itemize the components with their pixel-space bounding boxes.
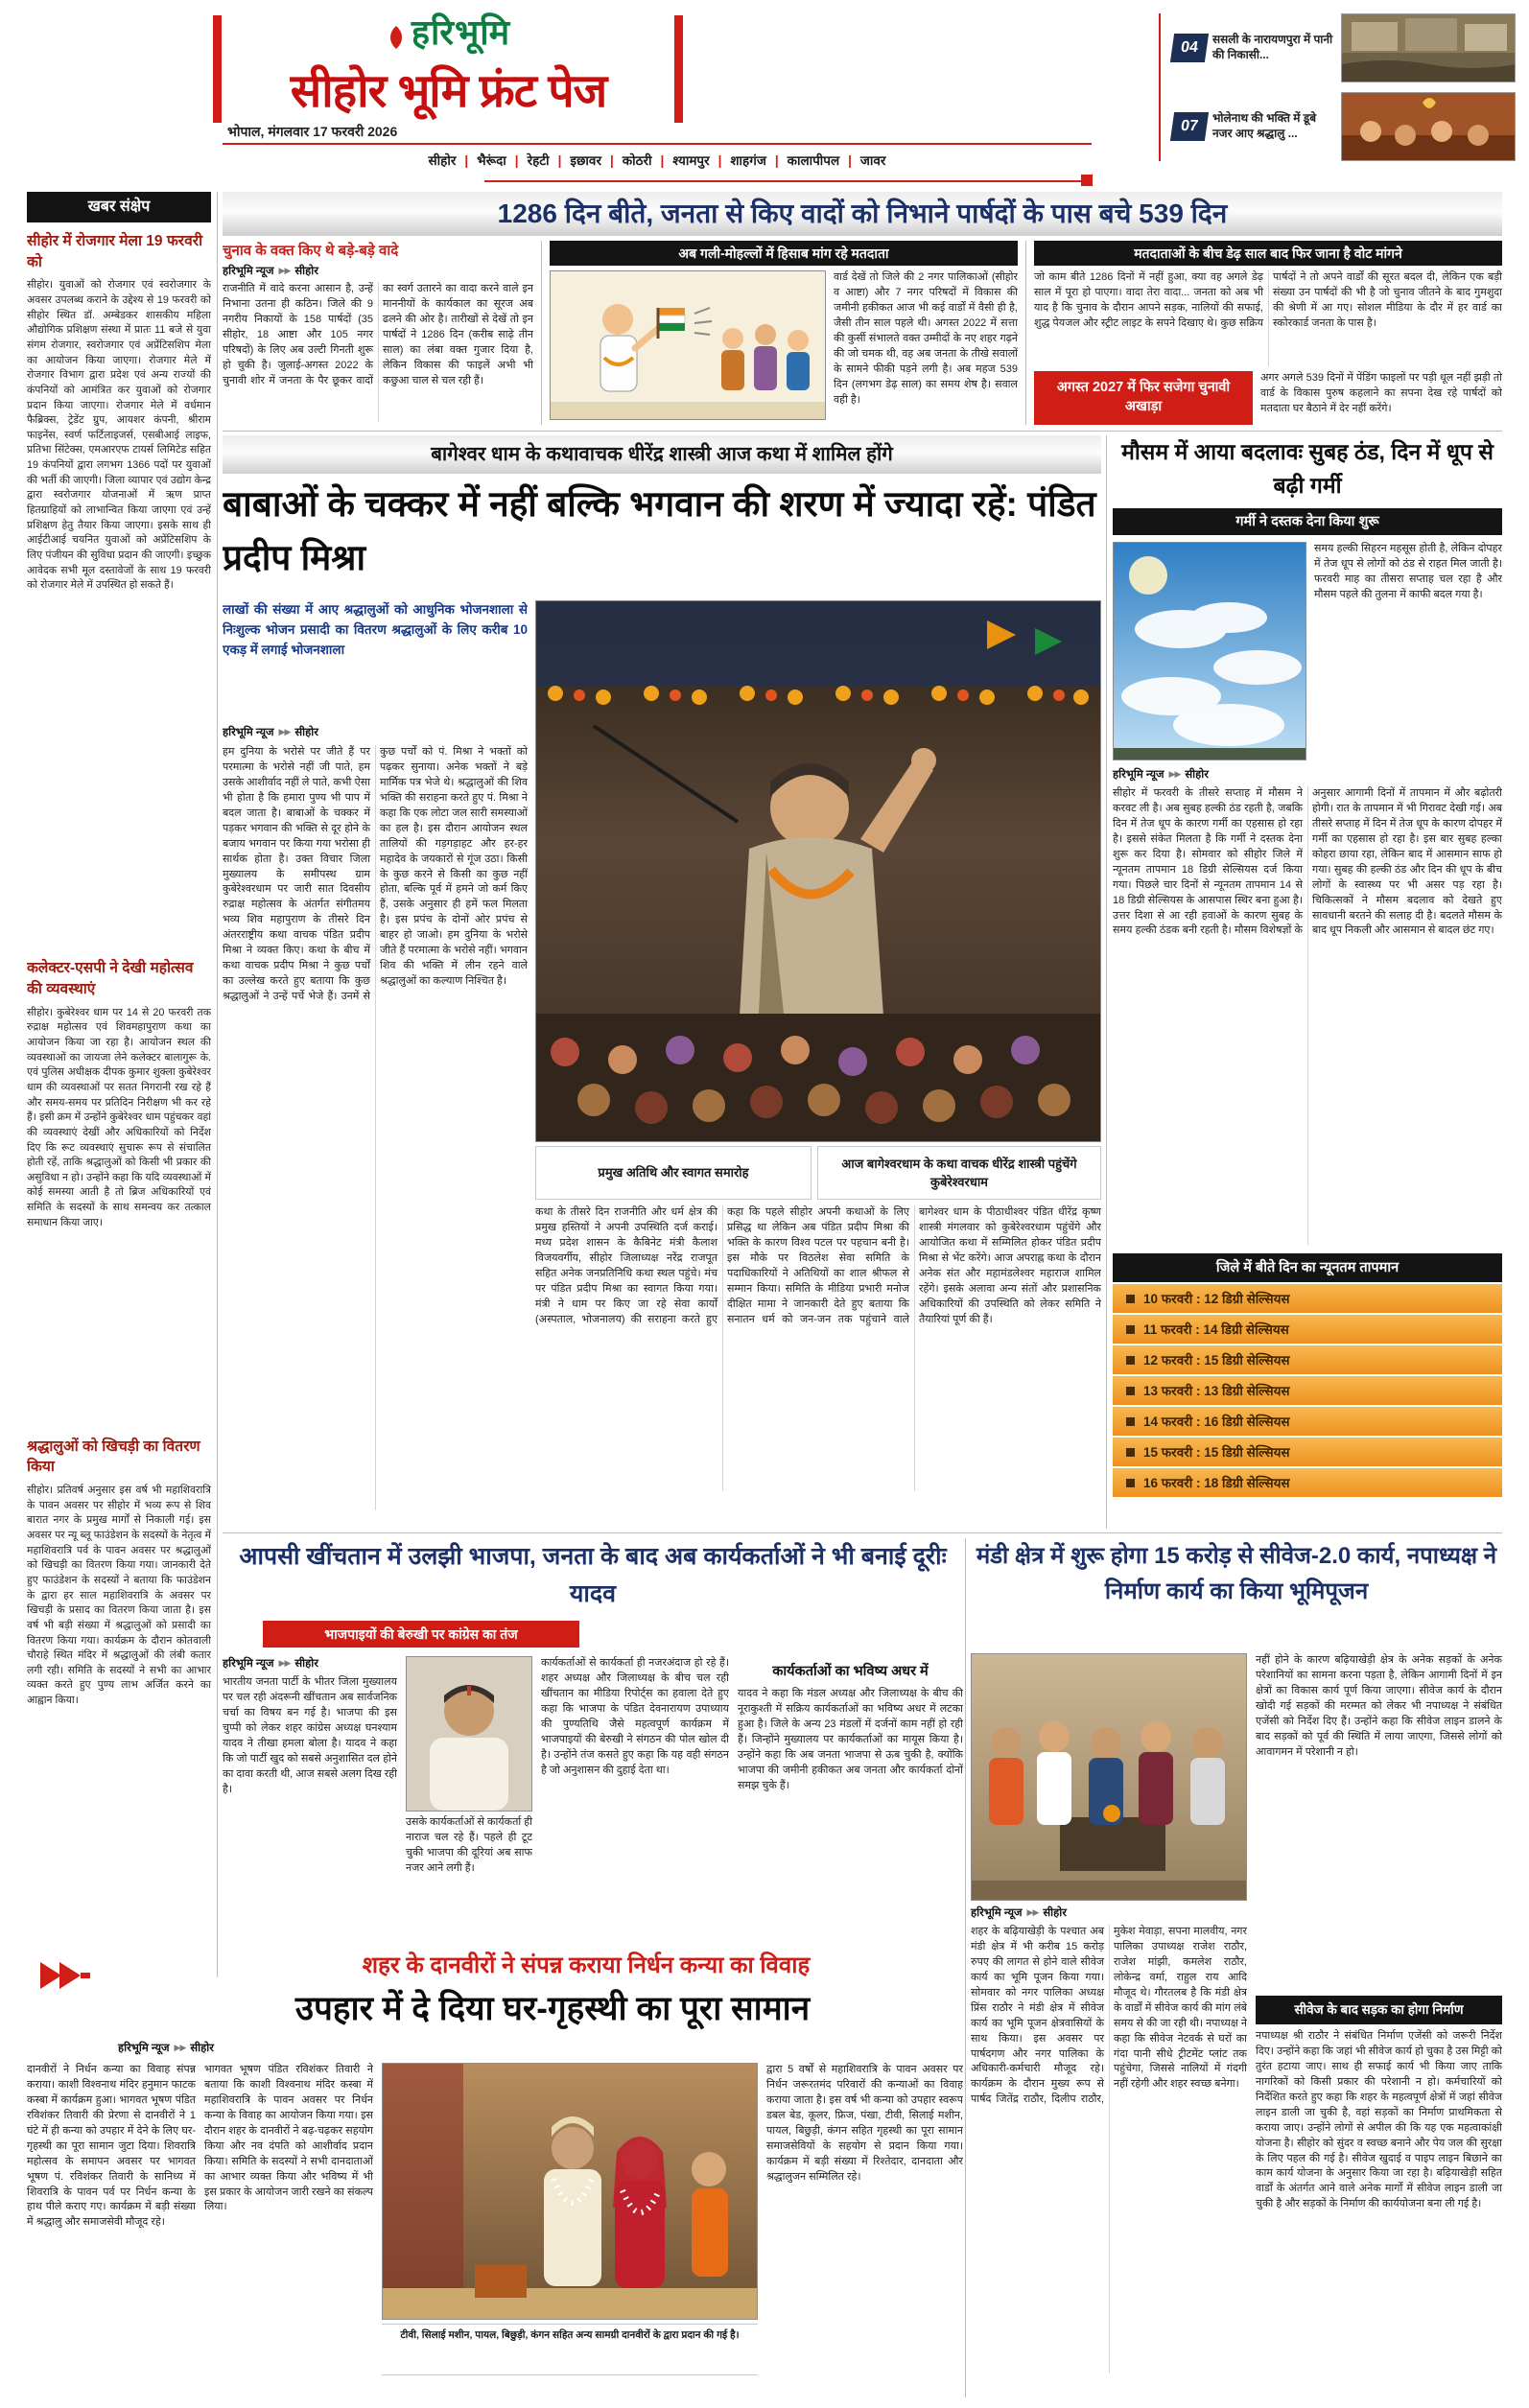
sidebar-header: खबर संक्षेप <box>27 192 211 222</box>
dateline: भोपाल, मंगलवार 17 फरवरी 2026 <box>227 124 398 139</box>
story-headline: मंडी क्षेत्र में शुरू होगा 15 करोड़ से सीवेज-2.0 कार्य, नपाध्यक्ष ने निर्माण कार्य का किया भूमिपूजन <box>976 1543 1497 1605</box>
temperature-table-title: जिले में बीते दिन का न्यूनतम तापमान <box>1113 1253 1502 1282</box>
story-body: शहर के बढ़ियाखेड़ी के पश्चात अब मंडी क्षेत्र में भी करीब 15 करोड़ रुपए की लागत से होने वाले सीवेज कार्य का भूमि पूजन किया गया। सोमवार को नगर पालिका अध्यक्ष प्रिंस राठौर ने मंडी क्षेत्र में सीवेज कार्य का भूमि पूजन क्षेत्रवासियों के साथ किया। इस अवसर पर पार्षदगण और नगर पालिका के अधिकारी-कर्मचारी मौजूद रहे। कार्यक्रम के दौरान मुख्य रूप से पार्षद जितेंद्र राठौर, दिलीप राठौर, मुकेश मेवाड़ा, सपना मालवीय, नगर पालिका उपाध्यक्ष राजेश राठौर, राजेश मांझी, कमलेश राठौर, लोकेन्द्र वर्मा, राहुल राय आदि मौजूद थे। गौरतलब है कि मंडी क्षेत्र के वार्डों में सीवेज कार्य की मांग लंबे समय से की जा रही थी। नपाध्यक्ष ने कहा कि सीवेज नेटवर्क से घरों का गंदा पानी सीधे ट्रीटमेंट प्लांट तक पहुंचेगा, जिससे नालियों में गंदगी नहीं रहेगी और शहर स्वच्छ बनेगा। <box>971 1926 1247 2106</box>
sewage-story <box>971 1538 1502 2390</box>
subhead: चुनाव के वक्त किए थे बड़े-बड़े वादे <box>223 243 399 259</box>
story-body: भागवत भूषण पंडित रविशंकर तिवारी ने बताया कि काशी विश्वनाथ मंदिर कस्बा में महाशिवरात्रि के पावन अवसर पर निर्धन कन्या के विवाह का आयोजन किया गया। इस दौरान शहर के दानवीरों ने बढ़-चढ़कर सहयोग किया और नव दंपति को आशीर्वाद प्रदान किया। समिति के सदस्यों ने सभी दानदाताओं का आभार व्यक्त किया और भविष्य में भी इस प्रकार के आयोजन जारी रखने का संकल्प लिया। <box>204 2064 373 2213</box>
nav-item: | जावर <box>839 153 885 168</box>
mishra-waving-photo <box>535 600 1101 1142</box>
byline-agency: हरिभूमि न्यूज <box>118 2043 170 2054</box>
top-story-col-promises <box>223 241 541 425</box>
nav-item: | श्यामपुर <box>651 153 709 168</box>
story-headline: मौसम में आया बदलावः सुबह ठंड, दिन में धूप से बढ़ी गर्मी <box>1121 439 1494 498</box>
story-subhead: कार्यकर्ताओं का भविष्य अधर में <box>772 1664 929 1679</box>
teaser-text: ससली के नारायणपुरा में पानी की निकासी... <box>1212 33 1333 61</box>
divider <box>223 143 1092 145</box>
temperature-row <box>1113 1468 1502 1497</box>
section-arrow-icon <box>36 1956 92 1999</box>
story-body: दानवीरों ने निर्धन कन्या का विवाह संपन्न कराया। काशी विश्वनाथ मंदिर हनुमान फाटक कस्बा में कार्यक्रम हुआ। भागवत भूषण पंडित रविशंकर तिवारी की प्रेरणा से दानवीरों ने 1 घंटे में ही कन्या को उपहार में देने के लिए घर-गृहस्थी का पूरा सामान जुटा दिया। शिवरात्रि महोत्सव के समापन अवसर पर भागवत भूषण पं. रविशंकर तिवारी के सानिध्य में शिवरात्रि के पावन पर्व पर निर्धन कन्या के हाथ पीले कराए गए। कार्यक्रम में बड़ी संख्या में श्रद्धालु और समाजसेवी मौजूद रहे। <box>27 2064 196 2229</box>
byline-place: सीहोर <box>294 1658 318 1670</box>
sidebar-article-body: सीहोर। युवाओं को रोजगार एवं स्वरोजगार के अवसर उपलब्ध कराने के उद्देश्य से 19 फरवरी को सीहोर स्थित डॉ. अम्बेडकर शासकीय महिला औद्योगिक प्रशिक्षण संस्था में प्रातः 11 बजे से युवा संगम रोजगार, स्वरोजगार एवं अप्रेंटिसशिप मेला का आयोजन किया जाएगा। रोजगार मेले में रोजगार विभाग द्वारा प्रदेश एवं अन्य राज्यों की कंपनियों को आमंत्रित कर युवाओं को रोजगार प्रदान किया जाएगा। रोजगार मेले में वर्धमान फैब्रिक्स, ट्रेडेंट ग्रुप, आयशर कंपनी, श्रीराम फाइनेंस, स्वर्ण फर्टिलाइजर्स, एसबीआई लाइफ, प्रतिभा सिंटेक्स, एमआरएफ टायर्स लिमिटेड सहित 19 कंपनियों द्वारा लगभग 1366 पदों पर युवाओं की भर्ती की जाएगी। जिला व्यापार एवं उद्योग केन्द्र द्वारा स्वरोजगार योजनाओं में ऋण प्राप्त हितग्राहियों को लाभान्वित किया जाएगा एवं उन्हें प्रशिक्षण हेतु तैयार किया जाएगा। इसके साथ ही आईटीआई चयनित युवाओं को अप्रेंटिसशिप के लिए पंजीयन की सुविधा प्रदान की जाएगी। इच्छुक आवेदक सभी मूल दस्तावेजों के साथ 19 फरवरी को रोजगार मेले में उपस्थित हो सकते हैं। <box>27 279 211 592</box>
divider <box>223 1532 1502 1533</box>
temperature-table <box>1113 1284 1502 1497</box>
mishra-katha-story <box>223 435 1101 1510</box>
photo-caption: टीवी, सिलाई मशीन, पायल, बिछुड़ी, कंगन सहित अन्य सामग्री दानवीरों के द्वारा प्रदान की गई है। <box>382 2324 758 2375</box>
story-headline: आपसी खींचतान में उलझी भाजपा, जनता के बाद अब कार्यकर्ताओं ने भी बनाई दूरीः यादव <box>239 1543 947 1607</box>
bullet-icon <box>1126 1387 1135 1395</box>
story-body: नपाध्यक्ष श्री राठौर ने संबंधित निर्माण एजेंसी को जरूरी निर्देश दिए। उन्होंने कहा कि जहां भी सीवेज कार्य हो चुका है उस मिट्टी को तुरंत हटाया जाए। साथ ही सफाई कार्य भी किया जाए ताकि नागरिकों को किसी प्रकार की परेशानी न हो। कर्मचारियों को निर्देशित करते हुए कहा कि शहर के महत्वपूर्ण क्षेत्रों में जहां सीवेज लाइन डाली जा चुकी है, वहां सड़कों का निर्माण प्राथमिकता से कराया जाए। उन्होंने लोगों से अपील की कि यह एक महत्वाकांक्षी योजना है। सीहोर को सुंदर व स्वच्छ बनाने और पेय जल की सुरक्षा के लिए पहल की गई है। सीवेज खुदाई व पाइप लाइन बिछाने का काम कार्य योजना के अनुसार किया जा रहा है। बढ़ियाखेड़ी सहित वार्डों के अंतर्गत आने वाले अनेक मार्गों में सीवेज लाइन डाली जा चुकी है और सड़कों के निर्माण की कार्ययोजना बना ली गई है। <box>1256 2030 1502 2210</box>
temperature-row <box>1113 1376 1502 1405</box>
kicker: शहर के दानवीरों ने संपन्न कराया निर्धन कन्या का विवाह <box>362 1952 811 1978</box>
story-body: यादव ने कहा कि मंडल अध्यक्ष और जिलाध्यक्ष के बीच की नूराकुश्ती में सक्रिय कार्यकर्ताओं का भविष्य अधर में लटका हुआ है। जिले के अन्य 23 मंडलों में दर्जनों काम नहीं हो रही हैं। जिन्होंने मुख्यालय पर कार्यकर्ताओं का मायूस किया है। उन्होंने कहा कि अब जनता भाजपा से ऊब चुकी है, क्योंकि भाजपा की जमीनी हकीकत अब जनता और कार्यकर्ता दोनों समझ चुके हैं। <box>738 1688 963 1791</box>
sidebar-article-title: श्रद्धालुओं को खिचड़ी का वितरण किया <box>27 1438 200 1476</box>
byline-agency: हरिभूमि न्यूज <box>1113 769 1164 781</box>
byline-arrows-icon: ▶▶ <box>1168 769 1181 779</box>
story-headline: बाबाओं के चक्कर में नहीं बल्कि भगवान की शरण में ज्यादा रहें: पंडित प्रदीप मिश्रा <box>223 484 1096 577</box>
divider <box>484 180 1081 182</box>
story-body: जो काम बीते 1286 दिनों में नहीं हुआ, क्या वह अगले डेढ़ साल में पूरा हो पाएगा। वादा तेरा वादा... जनता को अब भी याद है कि चुनाव के दौरान आपने सड़क, नालियों की सफाई, शुद्ध पेयजल और स्ट्रीट लाइट के सपने दिखाए थे। कुछ सक्रिय पार्षदों ने तो अपने वार्डों की सूरत बदल दी, लेकिन एक बड़ी संख्या उन पार्षदों की भी है जो चुनाव जीतने के बाद गुमशुदा की श्रेणी में आ गए। सोशल मीडिया के दौर में हर वार्ड का स्कोरकार्ड जनता के पास है। <box>1034 271 1502 329</box>
sidebar-article-body: सीहोर। प्रतिवर्ष अनुसार इस वर्ष भी महाशिवरात्रि के पावन अवसर पर सीहोर में भव्य रूप से शिव बारात नगर के प्रमुख मार्गों से निकाली गई। इस अवसर पर न्यू ब्लू फाउंडेशन के सदस्यों के नेतृत्व में महाशिवरात्रि पर्व के पावन अवसर पर श्रद्धालुओं को खिचड़ी का वितरण किया गया। जानकारी देते हुए फाउंडेशन के सदस्यों ने बताया कि फाउंडेशन के द्वारा हर साल महाशिवरात्रि के अवसर पर खिचड़ी के प्रसाद का वितरण किया जाता है। इस वर्ष भी बड़ी संख्या में श्रद्धालुओं को प्रसादी का वितरण किया गया। कार्यक्रम के दौरान कोतवाली चौराहे स्थित मंदिर में श्रद्धालुओं की लंबी कतार लगी रही। समिति के सदस्यों ने सभी का आभार व्यक्त करते हुए पुण्य लाभ अर्जित करने का आह्वान किया। <box>27 1485 211 1707</box>
nav-item: | इछावर <box>550 153 601 168</box>
byline-place: सीहोर <box>294 727 318 738</box>
byline <box>223 1656 397 1671</box>
weather-story <box>1113 435 1502 1497</box>
byline-arrows-icon: ▶▶ <box>1026 1907 1039 1917</box>
sky-photo <box>1113 542 1306 760</box>
byline-arrows-icon: ▶▶ <box>174 2043 186 2052</box>
bullet-icon <box>1126 1356 1135 1365</box>
red-square-decoration <box>1081 175 1093 186</box>
page-teasers <box>1172 12 1516 169</box>
byline-agency: हरिभूमि न्यूज <box>223 266 274 277</box>
news-brief-sidebar <box>27 192 211 1977</box>
byline <box>971 1905 1247 1920</box>
photo-caption: आज बागेश्वरधाम के कथा वाचक धीरेंद्र शास्त्री पहुंचेंगे कुबेरेश्वरधाम <box>817 1146 1101 1200</box>
story-body: समय हल्की सिहरन महसूस होती है, लेकिन दोपहर में तेज धूप से लोगों को ठंड से राहत मिल जाती है। फरवरी माह का तीसरा सप्ताह चल रहा है और मौसम पहले की तुलना में काफी बदल गया है। <box>1314 543 1502 600</box>
byline <box>118 2041 963 2055</box>
top-story-headline: 1286 दिन बीते, जनता से किए वादों को निभाने पार्षदों के पास बचे 539 दिन <box>223 192 1502 236</box>
divider <box>965 1538 966 2397</box>
byline-place: सीहोर <box>1043 1907 1067 1919</box>
cartoon-illustration <box>550 270 826 420</box>
temperature-value: 12 फरवरी : 15 डिग्री सेल्सियस <box>1143 1353 1290 1368</box>
region-nav <box>223 152 1092 169</box>
bullet-icon <box>1126 1479 1135 1487</box>
byline-place: सीहोर <box>190 2043 214 2054</box>
byline-agency: हरिभूमि न्यूज <box>971 1907 1023 1919</box>
byline <box>223 725 528 739</box>
brand-logo: हरिभूमि <box>411 12 511 52</box>
story-body: कथा के तीसरे दिन राजनीति और धर्म क्षेत्र की प्रमुख हस्तियों ने अपनी उपस्थिति दर्ज कराई। मध्य प्रदेश शासन के कैबिनेट मंत्री कैलाश विजयवर्गीय, सीहोर जिलाध्यक्ष नरेंद्र राजपूत सहित अनेक जनप्रतिनिधि कथा स्थल पहुंचे। मंच पर पंडित प्रदीप मिश्रा का स्वागत किया गया। मंत्री ने धाम पर किए जा रहे सेवा कार्यों (अस्पताल, भोजनालय) की सराहना करते हुए कहा कि पहले सीहोर अपनी कथाओं के लिए प्रसिद्ध था लेकिन अब पंडित प्रदीप मिश्रा की भक्ति के कारण विश्व पटल पर पहचान बनी है। इस मौके पर विठलेश सेवा समिति के पदाधिकारियों ने अतिथियों का शाल श्रीफल से सम्मान किया। समिति के मीडिया प्रभारी मनोज दीक्षित मामा ने जानकारी देते हुए बताया कि सनातन धर्म को जन-जन तक पहुंचाने वाले बागेश्वर धाम के पीठाधीश्वर पंडित धीरेंद्र कृष्ण शास्त्री मंगलवार को कुबेरेश्वरधाम पहुंचेंगे और आयोजित कथा में सम्मिलित होकर पंडित प्रदीप मिश्रा से भेंट करेंगे। आज अपराह्न कथा के दौरान अनेक संत और महामंडलेश्वर महाराज शामिल रहेंगे। इसके अलावा अन्य संतों और प्रशासनिक अधिकारियों की उपस्थिति को लेकर समिति ने तैयारियां पूर्ण की हैं। <box>535 1206 1101 1325</box>
subhead-band: सीवेज के बाद सड़क का होगा निर्माण <box>1256 1996 1502 2024</box>
standfirst: लाखों की संख्या में आए श्रद्धालुओं को आधुनिक भोजनशाला से निःशुल्क भोजन प्रसादी का वितरण श्रद्धालुओं के लिए करीब 10 एकड़ में लगाई भोजनशाला <box>223 602 528 657</box>
temperature-value: 10 फरवरी : 12 डिग्री सेल्सियस <box>1143 1292 1290 1306</box>
story-body: कार्यकर्ताओं से कार्यकर्ता ही नजरअंदाज हो रहे हैं। शहर अध्यक्ष और जिलाध्यक्ष के बीच चल रही खींचतान का मीडिया रिपोर्ट्स का हवाला देते हुए कहा कि भाजपा के पंडित देवनारायण उपाध्याय की पुण्यतिथि जैसे महत्वपूर्ण कार्यक्रम में भाजपाइयों की बेरुखी ने संगठन की पोल खोल दी है। उन्होंने तंज कसते हुए कहा कि यह वही संगठन है जो अनुशासन की दुहाई देता था। <box>541 1657 729 1776</box>
byline <box>1113 767 1502 782</box>
bullet-icon <box>1126 1448 1135 1457</box>
nav-item: सीहोर <box>428 153 457 168</box>
nav-item: | कोठरी <box>601 153 652 168</box>
story-body: नहीं होने के कारण बढ़ियाखेड़ी क्षेत्र के अनेक सड़कों के अनेक परेशानियों का सामना करना पड़ता है, लेकिन आगामी दिनों में इन क्षेत्रों का विकास कार्य पूर्ण किया जाएगा। सीवेज कार्य के दौरान खोदी गई सड़कों की मरम्मत को लेकर भी नपाध्यक्ष ने संबंधित एजेंसी को निर्देश दिए हैं। उन्होंने कहा कि सीवेज लाइन डालने के बाद सड़कों को पूर्व की स्थिति में लाया जाएगा, जिससे लोगों को आवागमन में परेशानी न हो। <box>1256 1654 1502 1758</box>
teaser-item <box>1172 12 1516 84</box>
sidebar-article-title: कलेक्टर-एसपी ने देखी महोत्सव की व्यवस्थाएं <box>27 960 194 998</box>
wedding-photo <box>382 2063 758 2320</box>
byline <box>223 264 533 278</box>
top-story-col-elections <box>1026 241 1502 425</box>
masthead-left-bar <box>213 15 222 123</box>
bjp-congress-story <box>223 1538 963 1936</box>
page-title: सीहोर भूमि फ्रंट पेज <box>290 66 607 117</box>
byline-place: सीहोर <box>294 266 318 277</box>
top-story <box>223 192 1502 425</box>
divider <box>1159 13 1161 161</box>
subhead-band: मतदाताओं के बीच डेढ़ साल बाद फिर जाना है वोट मांगने <box>1034 241 1502 266</box>
byline-arrows-icon: ▶▶ <box>278 266 291 275</box>
story-body: वार्ड देखें तो जिले की 2 नगर पालिकाओं (सीहोर व आष्टा) और 7 नगर परिषदों में विकास की जमीनी हकीकत आज भी कई वार्डों में वैसी ही है, जैसी तीन साल पहले थी। अगस्त 2022 में सत्ता की कुर्सी संभालते वक्त उम्मीदों के नए शहर गढ़ने की जो चमक थी, वह अब जनता के तीखे सवालों के सामने फीकी पड़ने लगी है। अब महज 539 दिन (लगभग डेढ़ साल) का समय शेष है। सवाल वही है। <box>834 271 1018 406</box>
temperature-row <box>1113 1284 1502 1313</box>
election-highlight-box: अगस्त 2027 में फिर सजेगा चुनावी अखाड़ा <box>1034 371 1253 425</box>
byline-agency: हरिभूमि न्यूज <box>223 1658 274 1670</box>
temperature-value: 16 फरवरी : 18 डिग्री सेल्सियस <box>1143 1476 1290 1490</box>
temperature-row <box>1113 1345 1502 1374</box>
temperature-value: 13 फरवरी : 13 डिग्री सेल्सियस <box>1143 1384 1290 1398</box>
byline-place: सीहोर <box>1185 769 1209 781</box>
bullet-icon <box>1126 1325 1135 1334</box>
story-note: अगर अगले 539 दिनों में पेंडिंग फाइलों पर पड़ी धूल नहीं झड़ी तो वार्ड के विकास पुरुष कहलाने का सपना देख रहे पार्षदों को मतदाता घर बैठाने में देर नहीं करेंगे। <box>1260 372 1502 414</box>
story-body: उसके कार्यकर्ताओं से कार्यकर्ता ही नाराज चल रहे हैं। पहले ही टूट चुकी भाजपा की दूरियां अब साफ नजर आने लगी हैं। <box>406 1816 532 1874</box>
bullet-icon <box>1126 1417 1135 1426</box>
subhead-band-red: भाजपाइयों की बेरुखी पर कांग्रेस का तंज <box>263 1621 579 1648</box>
page-number-badge: 07 <box>1170 112 1209 141</box>
temperature-value: 15 फरवरी : 15 डिग्री सेल्सियस <box>1143 1445 1290 1460</box>
nav-item: | शाहगंज <box>710 153 766 168</box>
divider <box>223 431 1502 432</box>
byline-arrows-icon: ▶▶ <box>278 1658 291 1668</box>
temperature-row <box>1113 1438 1502 1466</box>
logo-leaf-icon <box>387 25 406 55</box>
masthead-right-bar <box>674 15 683 123</box>
temperature-value: 11 फरवरी : 14 डिग्री सेल्सियस <box>1143 1322 1289 1337</box>
temperature-value: 14 फरवरी : 16 डिग्री सेल्सियस <box>1143 1414 1290 1429</box>
kicker: बागेश्वर धाम के कथावाचक धीरेंद्र शास्त्री आज कथा में शामिल होंगे <box>223 435 1101 474</box>
photo-caption: प्रमुख अतिथि और स्वागत समारोह <box>535 1146 812 1200</box>
divider <box>217 192 218 1977</box>
story-body: राजनीति में वादे करना आसान है, उन्हें निभाना उतना ही कठिन। जिले की 9 नगरीय निकायों के 158 पार्षदों (35 सीहोर, 18 आष्टा और 105 नगर परिषदों) के लिए अब उल्टी गिनती शुरू हो चुकी है। जुलाई-अगस्त 2022 के चुनावी शोर में जनता के पैर छूकर वादों का स्वर्ग उतारने का वादा करने वाले इन माननीयों के कार्यकाल का सूरज अब ढलने की ओर है। तारीखों से देखें तो इन पार्षदों ने 1286 दिन (करीब साढ़े तीन साल) का लंबा वक्त गुजार दिया है, लेकिन विकास की फाइलें अभी भी कछुआ चाल से चल रही हैं। <box>223 283 533 386</box>
teaser-photo-devotees <box>1341 92 1516 161</box>
subhead-band: गर्मी ने दस्तक देना किया शुरू <box>1113 508 1502 535</box>
story-body: द्वारा 5 वर्षों से महाशिवरात्रि के पावन अवसर पर निर्धन जरूरतमंद परिवारों की कन्याओं का विवाह कराया जाता है। इस वर्ष भी कन्या को उपहार स्वरूप डबल बेड, कूलर, फ्रिज, पंखा, टीवी, सिलाई मशीन, पायल, बिछुड़ी, कंगन सहित गृहस्थी का पूरा सामान समाजसेवियों के सहयोग से प्रदान किया गया। कार्यक्रम में बड़ी संख्या में रिश्तेदार, दानदाता और श्रद्धालुजन सम्मिलित रहे। <box>766 2064 963 2183</box>
divider <box>1106 435 1107 1529</box>
sidebar-article-title: सीहोर में रोजगार मेला 19 फरवरी को <box>27 233 203 270</box>
bullet-icon <box>1126 1295 1135 1303</box>
teaser-text: भोलेनाथ की भक्ति में डूबे नजर आए श्रद्धालु ... <box>1212 111 1317 140</box>
teaser-photo-drain <box>1341 13 1516 82</box>
nav-item: | रेहटी <box>506 153 550 168</box>
subhead-band: अब गली-मोहल्लों में हिसाब मांग रहे मतदाता <box>550 241 1018 266</box>
yadav-portrait-photo <box>406 1656 532 1812</box>
story-headline: उपहार में दे दिया घर-गृहस्थी का पूरा सामान <box>294 1990 811 2027</box>
temperature-row <box>1113 1315 1502 1344</box>
byline-agency: हरिभूमि न्यूज <box>223 727 274 738</box>
teaser-item <box>1172 90 1516 163</box>
top-story-col-voters <box>541 241 1026 425</box>
page-number-badge: 04 <box>1170 34 1209 62</box>
story-body: हम दुनिया के भरोसे पर जीते हैं पर परमात्मा के भरोसे नहीं जी पाते, हम उसके आशीर्वाद नहीं ले पाते, कभी ऐसा भी होता है कि हमारा पुण्य भी पाप में बदल जाता है। बाबाओं के चक्कर में पड़कर भगवान की भक्ति से दूर होने के बजाय भगवान पर किया गया भरोसा ही सार्थक होता है। उक्त विचार जिला मुख्यालय के समीपस्थ ग्राम कुबेरेश्वरधाम पर जारी सात दिवसीय रुद्राक्ष महोत्सव के अंतर्गत संगीतमय भव्य शिव महापुराण के तीसरे दिन अंतरराष्ट्रीय कथा वाचक पंडित प्रदीप मिश्रा ने व्यक्त किए। कथा के बीच में कथा वाचक प्रदीप मिश्रा ने कुछ पर्चों का उल्लेख करते हुए बताया कि कुछ श्रद्धालुओं ने उन्हें पर्चे भेजे हैं। उनमें से कुछ पर्चों को पं. मिश्रा ने भक्तों को पढ़कर सुनाया। अनेक भक्तों ने बड़े मार्मिक पत्र भेजे थे। श्रद्धालुओं की शिव भक्ति की सराहना करते हुए पं. मिश्रा ने कहा कि एक लोटा जल सारी समस्याओं का हल है। इस दौरान आयोजन स्थल तालियों की गड़गड़ाहट और हर-हर महादेव के जयकारों से गूंज उठा। किसी के कुछ करने से किसी का कुछ नहीं होता, बल्कि पूर्व में हमने जो कर्म किए हैं, उसके अनुसार ही हमें फल मिलता है। इस प्रपंच के दोनों ओर प्रपंच से बाहर हो जाओ। हम दुनिया के भरोसे जीते हैं परमात्मा के भरोसे नहीं। भगवान शिव की भक्ति में लीन रहने वाले श्रद्धालुओं का कल्याण निश्चित है। <box>223 746 528 1002</box>
wedding-story <box>27 1949 963 2383</box>
temperature-row <box>1113 1407 1502 1436</box>
story-body: सीहोर में फरवरी के तीसरे सप्ताह में मौसम ने करवट ली है। अब सुबह हल्की ठंड रहती है, जबकि दिन में तेज धूप के कारण गर्मी का एहसास हो रहा है। इससे संकेत मिलता है कि गर्मी ने दस्तक देना शुरू कर दिया है। सोमवार को सीहोर जिले में न्यूनतम तापमान 18 डिग्री सेल्सियस दर्ज किया गया। पिछले चार दिनों से न्यूनतम तापमान 14 से 18 डिग्री सेल्सियस के आसपास स्थिर बना हुआ है। उत्तर दिशा से आ रही हवाओं के कारण सुबह के समय हल्की ठंडक बनी रहती है। मौसम विशेषज्ञों के अनुसार आगामी दिनों में तापमान में और बढ़ोतरी होगी। रात के तापमान में भी गिरावट देखी गई। अब तीसरे सप्ताह में दिन में तेज धूप के कारण दोपहर में गर्मी का एहसास हो रहा है। इस बार सुबह हल्का कोहरा छाया रहा, लेकिन बाद में आसमान साफ हो गया। सुबह की हल्की ठंड और दिन की धूप के बीच लोगों के स्वास्थ्य पर भी असर पड़ रहा है। चिकित्सकों ने मौसम बदलाव को देखते हुए सावधानी बरतने की सलाह दी है। बदलते मौसम के बाद धूप निकली और आसमान से बादल छंट गए। <box>1113 787 1502 937</box>
byline-arrows-icon: ▶▶ <box>278 727 291 736</box>
story-body: भारतीय जनता पार्टी के भीतर जिला मुख्यालय पर चल रही अंदरूनी खींचतान अब सार्वजनिक चर्चा का विषय बन गई है। भाजपा की इस चुप्पी को लेकर शहर कांग्रेस अध्यक्ष घनश्याम यादव ने तीखा हमला बोला है। यादव ने कहा कि जो पार्टी खुद को सबसे अनुशासित दल होने का दावा करती थी, आज सबसे अलग दिख रही है। <box>223 1676 397 1795</box>
nav-item: | कालापीपल <box>766 153 839 168</box>
bhoomipujan-photo <box>971 1653 1247 1901</box>
sidebar-article-body: सीहोर। कुबेरेश्वर धाम पर 14 से 20 फरवरी तक रुद्राक्ष महोत्सव एवं शिवमहापुराण कथा का आयोजन किया जा रहा है। आयोजन स्थल की व्यवस्थाओं का जायजा लेने कलेक्टर बालागुरू के. एवं पुलिस अधीक्षक दीपक कुमार शुक्ला कुबेरेश्वर धाम की व्यवस्थाओं पर सतत निगरानी रख रहे हैं और समय-समय पर प्रतिदिन निरीक्षण भी कर रहे हैं। इसी क्रम में उन्होंने कुबेरेश्वर धाम पहुंचकर वहां की व्यवस्थाएं देखीं और अधिकारियों को निर्देश दिए कि रूट व्यवस्थाएं सुचारू रूप से संचालित होती रहें, ताकि श्रद्धालुओं को किसी भी प्रकार की असुविधा न हो। उन्होंने कहा कि यदि व्यवस्थाओं में कोई समस्या आती है तो ब्रिज अधिकारियों एवं समिति के सदस्यों के साथ समन्वय कर तत्काल समाधान किया जाए। <box>27 1006 211 1228</box>
nav-item: | भैरूंदा <box>456 153 506 168</box>
